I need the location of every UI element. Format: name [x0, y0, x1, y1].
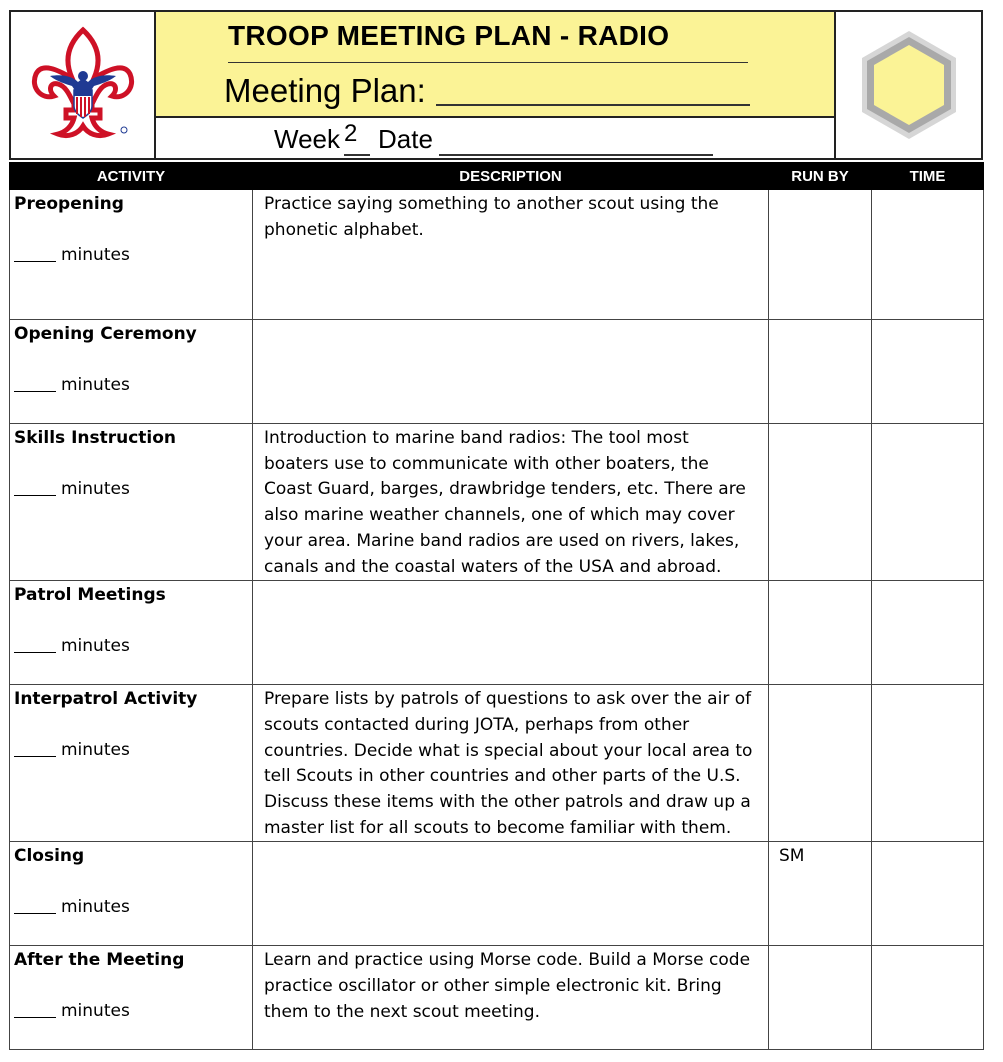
time-cell — [872, 320, 984, 424]
page-title: TROOP MEETING PLAN - RADIO — [228, 20, 670, 51]
minutes-label: minutes — [61, 374, 130, 395]
minutes-label: minutes — [61, 739, 130, 760]
activity-name: Opening Ceremony — [14, 324, 197, 344]
run-by-cell — [769, 946, 872, 1050]
minutes-label: minutes — [61, 478, 130, 499]
minutes-field — [14, 243, 248, 269]
description-cell — [253, 581, 769, 685]
minutes-field — [14, 895, 248, 921]
activity-name: Preopening — [14, 194, 124, 214]
activity-name: Interpatrol Activity — [14, 689, 198, 710]
table-row — [10, 424, 984, 581]
activity-name: Skills Instruction — [14, 428, 177, 448]
activity-cell — [10, 320, 253, 424]
activity-cell — [10, 946, 253, 1050]
minutes-field — [14, 373, 248, 399]
time-cell — [872, 685, 984, 842]
activity-cell — [10, 842, 253, 946]
week-date-line — [156, 118, 834, 158]
date-label: Date — [378, 124, 433, 154]
activity-cell — [10, 190, 253, 320]
minutes-label: minutes — [61, 635, 130, 656]
date-blank — [439, 154, 713, 156]
meeting-plan-label: Meeting Plan: — [224, 72, 426, 109]
run-by-cell: SM — [769, 842, 872, 946]
time-cell — [872, 424, 984, 581]
time-cell — [872, 946, 984, 1050]
minutes-field — [14, 477, 248, 503]
table-row — [10, 581, 984, 685]
header-run-by: RUN BY — [769, 163, 872, 190]
description-cell — [253, 842, 769, 946]
minutes-field — [14, 738, 248, 764]
description-cell: Practice saying something to another scout using the phonetic alphabet. — [253, 190, 769, 320]
run-by-cell — [769, 320, 872, 424]
description-cell: Prepare lists by patrols of questions to ask over the air of scouts contacted during JOTA, perhaps from other countries. Decide what is special about your local area to tell Scouts in other countries and other parts of the U.S. Discuss these items with the other patrols and draw up a master list for all scouts to become familiar with them. — [253, 685, 769, 842]
title-banner — [156, 12, 834, 118]
logo-cell — [11, 12, 156, 158]
hexagon-badge-icon — [850, 25, 968, 145]
meeting-plan-header — [9, 10, 983, 160]
run-by-cell — [769, 190, 872, 320]
activity-name: Patrol Meetings — [14, 585, 166, 606]
minutes-field — [14, 999, 248, 1025]
activity-name: Closing — [14, 846, 85, 867]
header-time: TIME — [872, 163, 984, 190]
meeting-plan-blank — [436, 104, 750, 106]
activity-name: After the Meeting — [14, 950, 185, 971]
activity-cell — [10, 424, 253, 581]
badge-cell — [836, 12, 981, 158]
run-by-cell — [769, 685, 872, 842]
activity-cell — [10, 685, 253, 842]
description-cell — [253, 320, 769, 424]
table-row — [10, 946, 984, 1050]
time-cell — [872, 842, 984, 946]
title-underline — [228, 62, 748, 63]
minutes-field — [14, 634, 248, 660]
description-cell: Learn and practice using Morse code. Build a Morse code practice oscillator or other simple electronic kit. Bring them to the next scout meeting. — [253, 946, 769, 1050]
activity-cell — [10, 581, 253, 685]
run-by-cell — [769, 581, 872, 685]
minutes-label: minutes — [61, 1001, 130, 1022]
header-activity: ACTIVITY — [10, 163, 253, 190]
table-row — [10, 190, 984, 320]
time-cell — [872, 581, 984, 685]
header-description: DESCRIPTION — [253, 163, 769, 190]
bsa-fleur-de-lis-logo-icon — [28, 26, 138, 144]
description-cell: Introduction to marine band radios: The tool most boaters use to communicate with other boaters, the Coast Guard, barges, drawbridge tenders, etc. There are also marine weather channels, one of which may cover your area. Marine band radios are used on rivers, lakes, canals and the coastal waters of the USA and abroad. — [253, 424, 769, 581]
table-row — [10, 320, 984, 424]
week-label: Week — [274, 124, 340, 154]
run-by-cell — [769, 424, 872, 581]
time-cell — [872, 190, 984, 320]
table-row — [10, 685, 984, 842]
week-number: 2 — [344, 120, 358, 147]
title-block — [156, 12, 836, 158]
table-row — [10, 842, 984, 946]
week-number-underline — [344, 154, 370, 156]
minutes-label: minutes — [61, 897, 130, 918]
table-header-row — [10, 163, 984, 190]
meeting-plan-table — [9, 162, 984, 1050]
minutes-label: minutes — [61, 244, 130, 265]
